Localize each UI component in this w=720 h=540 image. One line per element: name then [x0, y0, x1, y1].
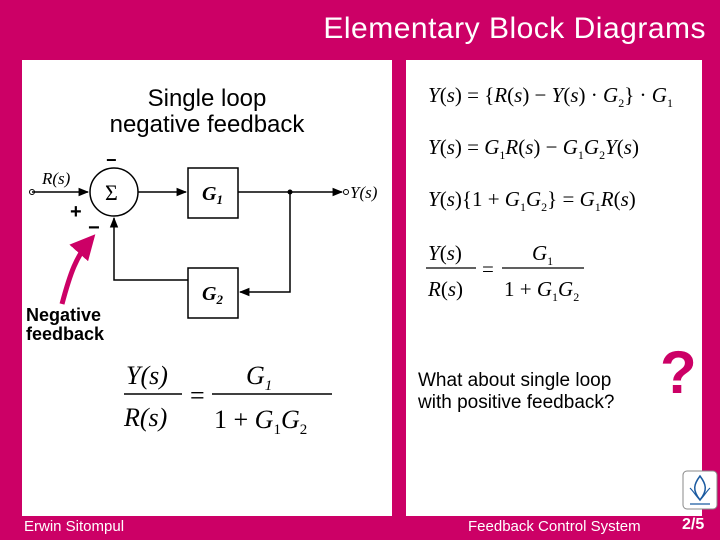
- svg-text:R(s): R(s): [124, 403, 168, 432]
- page-number: 2/5: [682, 516, 705, 533]
- svg-text:Y(s): Y(s): [428, 241, 462, 265]
- slide-title: Elementary Block Diagrams: [323, 12, 706, 45]
- input-label: R(s): [42, 169, 71, 188]
- subtitle: [22, 86, 392, 138]
- footer-course: Feedback Control System: [468, 518, 641, 535]
- footer-author: Erwin Sitompul: [24, 518, 125, 535]
- output-terminal: [344, 190, 349, 195]
- feedback-path-return: [114, 218, 188, 280]
- svg-text:R(s): R(s): [428, 277, 464, 301]
- equation-4: [426, 241, 584, 304]
- left-panel: [22, 60, 392, 516]
- subtitle-line-2: negative feedback: [109, 111, 305, 138]
- svg-text:=: =: [482, 257, 494, 281]
- question-line-1: What about single loop: [418, 370, 612, 391]
- svg-text:1 + G1G2: $1 + G_1G_2$: [504, 277, 580, 304]
- negative-feedback-arrow: [62, 238, 92, 304]
- equation-1: $Y(s) = \{R(s) - Y(s) \cdot G_2\} \cdot G_1$: [428, 83, 673, 110]
- annotation-line-1: Negative: [26, 305, 102, 325]
- negative-feedback-label: [26, 306, 104, 344]
- subtitle-line-1: Single loop: [147, 85, 267, 112]
- right-panel: [406, 60, 702, 516]
- sign-top: −: [106, 156, 117, 170]
- university-logo-icon: [682, 470, 718, 510]
- transfer-function-equation: [120, 350, 360, 440]
- equation-3: $Y(s)\{1 + G_1G_2\} = G_1R(s)$: [428, 187, 636, 214]
- svg-text:=: =: [190, 381, 205, 410]
- sign-left: +: [70, 201, 82, 223]
- derivation-equations: [406, 60, 702, 310]
- question-line-2: with positive feedback?: [418, 392, 615, 413]
- output-label: Y(s): [350, 183, 378, 202]
- svg-text:Y(s): Y(s): [126, 361, 168, 390]
- g1-label: $G_1$: [202, 183, 223, 207]
- g2-label: $G_2$: [202, 283, 223, 307]
- svg-text:G1: $G_1$: [246, 361, 273, 394]
- feedback-path-down: [240, 192, 290, 292]
- svg-text:G1: $G_1$: [532, 241, 554, 268]
- svg-text:1 + G1G2: $1 + G_1G_2$: [214, 405, 308, 438]
- positive-feedback-question: [418, 370, 614, 414]
- summing-symbol: Σ: [105, 180, 118, 205]
- annotation-line-2: feedback: [26, 324, 105, 344]
- question-mark: ?: [660, 339, 697, 406]
- sign-bottom: −: [88, 217, 100, 239]
- equation-2: $Y(s) = G_1R(s) - G_1G_2Y(s)$: [428, 135, 639, 162]
